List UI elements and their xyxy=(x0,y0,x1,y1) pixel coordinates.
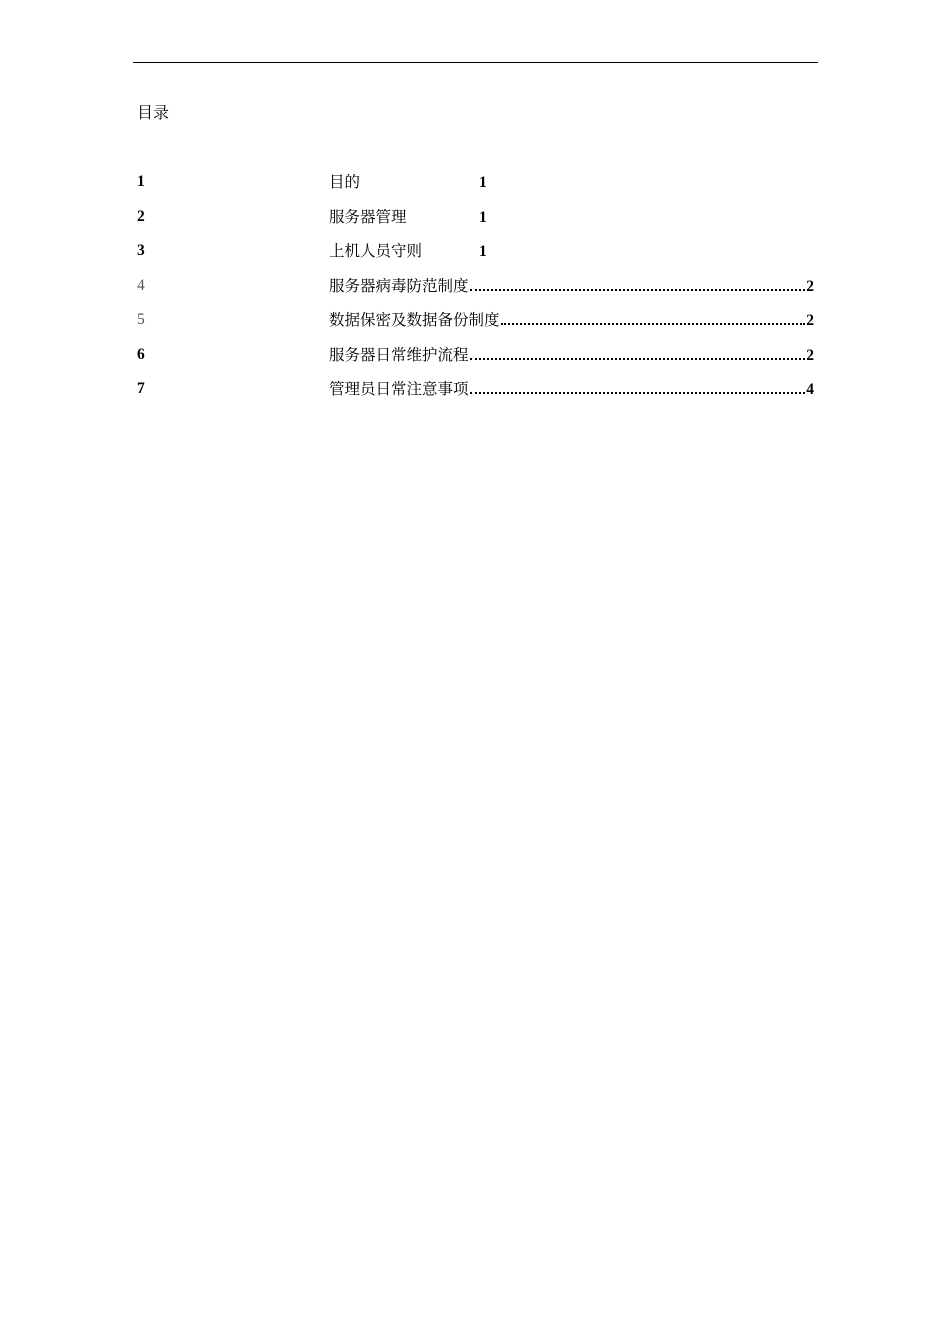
toc-entry-title: 数据保密及数据备份制度 xyxy=(329,311,500,329)
dot-leader xyxy=(470,358,806,360)
toc-entry-title: 服务器日常维护流程 xyxy=(329,345,469,364)
toc-entry-page: 4 xyxy=(806,381,814,398)
toc-entry[interactable] xyxy=(137,274,817,309)
toc-entry-body xyxy=(329,205,487,230)
toc-entry-title: 服务器管理 xyxy=(329,207,407,226)
toc-entry-number: 4 xyxy=(137,276,145,294)
toc-entry-page: 1 xyxy=(479,208,487,226)
toc-entry-body xyxy=(329,343,814,368)
dot-leader xyxy=(470,289,806,291)
toc-title: 目录 xyxy=(137,103,170,122)
toc-entry-number: 1 xyxy=(137,173,145,190)
toc-entry-title: 目的 xyxy=(329,173,361,191)
toc-entry[interactable] xyxy=(137,308,817,343)
toc-entry-title: 管理员日常注意事项 xyxy=(329,380,469,398)
table-of-contents xyxy=(137,170,817,412)
toc-entry[interactable] xyxy=(137,377,817,412)
toc-entry-page: 1 xyxy=(479,243,487,260)
toc-entry[interactable] xyxy=(137,239,817,274)
toc-entry-number: 7 xyxy=(137,380,145,397)
toc-entry[interactable] xyxy=(137,343,817,378)
toc-entry-page: 2 xyxy=(806,346,814,364)
toc-entry-body xyxy=(329,170,487,195)
toc-entry-title: 服务器病毒防范制度 xyxy=(329,276,469,295)
toc-entry-number: 5 xyxy=(137,311,145,328)
toc-entry-body xyxy=(329,274,814,299)
toc-entry[interactable] xyxy=(137,205,817,240)
dot-leader xyxy=(470,392,806,394)
toc-entry[interactable] xyxy=(137,170,817,205)
toc-entry-body xyxy=(329,377,814,402)
toc-entry-page: 1 xyxy=(479,174,487,191)
toc-entry-title: 上机人员守则 xyxy=(329,242,423,260)
toc-entry-page: 2 xyxy=(806,312,814,329)
header-rule xyxy=(133,62,818,63)
toc-entry-body xyxy=(329,239,487,264)
toc-entry-number: 2 xyxy=(137,207,145,225)
toc-entry-body xyxy=(329,308,814,333)
toc-entry-number: 6 xyxy=(137,345,145,363)
dot-leader xyxy=(501,323,806,325)
toc-entry-number: 3 xyxy=(137,242,145,259)
toc-entry-page: 2 xyxy=(806,277,814,295)
